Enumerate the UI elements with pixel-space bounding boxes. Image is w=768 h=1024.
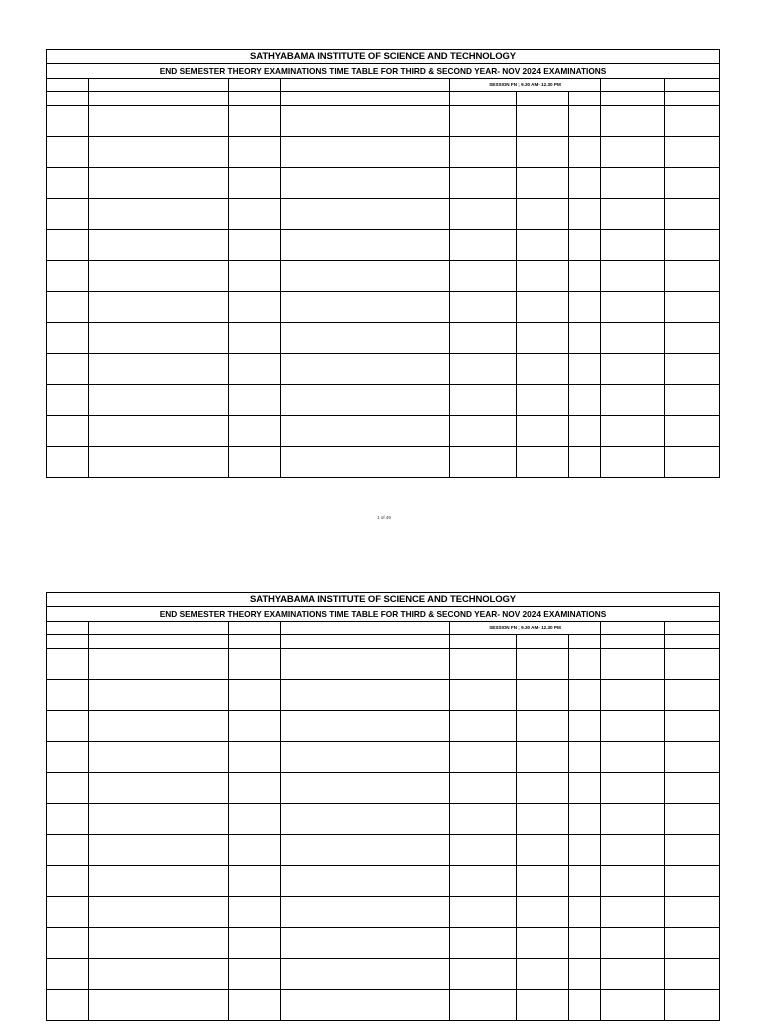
table-cell (450, 680, 517, 711)
table-cell (281, 649, 450, 680)
table-cell (47, 990, 89, 1021)
table-cell (665, 416, 720, 447)
table-cell (450, 866, 517, 897)
table-cell (47, 199, 89, 230)
table-cell (281, 680, 450, 711)
table-cell (450, 928, 517, 959)
table-cell (450, 323, 517, 354)
table-cell (281, 106, 450, 137)
table-cell (450, 447, 517, 478)
table-cell (450, 959, 517, 990)
blank-cell (281, 635, 450, 649)
table-cell (601, 354, 665, 385)
table-cell (601, 990, 665, 1021)
table-cell (665, 680, 720, 711)
table-cell (47, 928, 89, 959)
table-row (47, 742, 720, 773)
table-cell (89, 866, 229, 897)
timetable-table (46, 49, 720, 478)
table-cell (665, 323, 720, 354)
table-cell (47, 137, 89, 168)
table-cell (601, 804, 665, 835)
table-cell (281, 959, 450, 990)
table-cell (569, 711, 601, 742)
table-cell (281, 168, 450, 199)
table-row (47, 447, 720, 478)
table-cell (601, 230, 665, 261)
table-cell (517, 292, 569, 323)
table-cell (229, 385, 281, 416)
table-cell (229, 990, 281, 1021)
table-cell (569, 742, 601, 773)
table-cell (569, 199, 601, 230)
table-cell (569, 866, 601, 897)
table-cell (229, 649, 281, 680)
table-cell (601, 199, 665, 230)
table-cell (281, 773, 450, 804)
table-cell (601, 866, 665, 897)
table-cell (281, 199, 450, 230)
table-cell (601, 649, 665, 680)
table-cell (450, 261, 517, 292)
table-cell (569, 897, 601, 928)
table-cell (665, 773, 720, 804)
table-cell (229, 680, 281, 711)
table-cell (47, 385, 89, 416)
table-cell (517, 804, 569, 835)
table-cell (517, 106, 569, 137)
table-row (47, 804, 720, 835)
table-cell (665, 711, 720, 742)
table-cell (47, 897, 89, 928)
table-cell (569, 385, 601, 416)
table-cell (47, 773, 89, 804)
table-cell (665, 990, 720, 1021)
table-cell (281, 292, 450, 323)
table-cell (47, 959, 89, 990)
table-cell (89, 199, 229, 230)
table-cell (450, 230, 517, 261)
table-cell (569, 416, 601, 447)
blank-cell (229, 635, 281, 649)
blank-cell (665, 622, 720, 635)
table-cell (665, 928, 720, 959)
blank-cell (450, 92, 517, 106)
table-cell (665, 354, 720, 385)
institute-title: SATHYABAMA INSTITUTE OF SCIENCE AND TECHNOLOGY (47, 593, 720, 607)
table-cell (89, 416, 229, 447)
table-cell (281, 711, 450, 742)
table-cell (47, 292, 89, 323)
table-row (47, 866, 720, 897)
table-cell (450, 385, 517, 416)
table-cell (601, 292, 665, 323)
table-cell (229, 261, 281, 292)
table-cell (281, 137, 450, 168)
table-cell (229, 106, 281, 137)
table-cell (89, 835, 229, 866)
table-row (47, 680, 720, 711)
timetable-subtitle: END SEMESTER THEORY EXAMINATIONS TIME TABLE FOR THIRD & SECOND YEAR- NOV 2024 EXAMINATIONS (47, 64, 720, 79)
table-cell (665, 385, 720, 416)
table-cell (601, 711, 665, 742)
table-cell (517, 199, 569, 230)
table-cell (281, 354, 450, 385)
table-cell (569, 990, 601, 1021)
table-cell (665, 804, 720, 835)
table-cell (229, 168, 281, 199)
blank-cell (517, 635, 569, 649)
table-row (47, 323, 720, 354)
table-cell (281, 230, 450, 261)
table-cell (229, 323, 281, 354)
table-cell (47, 323, 89, 354)
table-cell (450, 137, 517, 168)
table-cell (517, 323, 569, 354)
table-cell (601, 323, 665, 354)
blank-cell (47, 635, 89, 649)
table-cell (665, 106, 720, 137)
table-cell (569, 292, 601, 323)
table-cell (569, 137, 601, 168)
table-row (47, 835, 720, 866)
table-row (47, 354, 720, 385)
table-row (47, 168, 720, 199)
table-cell (569, 168, 601, 199)
blank-cell (229, 79, 281, 92)
table-cell (601, 106, 665, 137)
session-label: SESSION FN ; 9.30 AM- 12.30 PM (450, 622, 601, 635)
table-cell (450, 711, 517, 742)
table-cell (517, 680, 569, 711)
institute-title: SATHYABAMA INSTITUTE OF SCIENCE AND TECHNOLOGY (47, 50, 720, 64)
table-cell (89, 230, 229, 261)
blank-cell (281, 92, 450, 106)
table-cell (281, 416, 450, 447)
table-cell (450, 199, 517, 230)
table-cell (281, 804, 450, 835)
table-row (47, 711, 720, 742)
table-cell (569, 230, 601, 261)
table-cell (601, 168, 665, 199)
table-cell (229, 928, 281, 959)
table-row (47, 137, 720, 168)
table-cell (665, 199, 720, 230)
table-cell (47, 680, 89, 711)
table-cell (89, 168, 229, 199)
table-cell (601, 137, 665, 168)
table-cell (665, 230, 720, 261)
table-cell (47, 354, 89, 385)
table-cell (229, 866, 281, 897)
table-cell (89, 354, 229, 385)
blank-cell (517, 92, 569, 106)
table-cell (665, 447, 720, 478)
table-cell (281, 261, 450, 292)
table-cell (450, 416, 517, 447)
table-cell (665, 897, 720, 928)
table-cell (229, 137, 281, 168)
table-cell (601, 385, 665, 416)
table-cell (89, 990, 229, 1021)
timetable-table (46, 592, 720, 1021)
table-cell (665, 137, 720, 168)
table-cell (601, 447, 665, 478)
blank-cell (89, 622, 229, 635)
blank-cell (47, 79, 89, 92)
table-cell (89, 261, 229, 292)
table-cell (229, 711, 281, 742)
table-cell (229, 773, 281, 804)
table-cell (89, 711, 229, 742)
table-row (47, 261, 720, 292)
table-row (47, 928, 720, 959)
session-label: SESSION FN ; 9.30 AM- 12.30 PM (450, 79, 601, 92)
table-cell (601, 897, 665, 928)
table-cell (569, 106, 601, 137)
blank-cell (47, 92, 89, 106)
table-row (47, 199, 720, 230)
table-cell (281, 835, 450, 866)
table-row (47, 292, 720, 323)
table-cell (229, 447, 281, 478)
table-cell (47, 261, 89, 292)
table-row (47, 649, 720, 680)
table-cell (281, 742, 450, 773)
table-row (47, 385, 720, 416)
table-cell (665, 742, 720, 773)
table-cell (89, 680, 229, 711)
table-cell (281, 447, 450, 478)
table-cell (517, 990, 569, 1021)
blank-cell (89, 79, 229, 92)
table-cell (665, 261, 720, 292)
table-cell (89, 447, 229, 478)
blank-cell (281, 622, 450, 635)
table-cell (229, 835, 281, 866)
table-cell (517, 261, 569, 292)
blank-cell (450, 635, 517, 649)
table-cell (569, 804, 601, 835)
table-cell (517, 711, 569, 742)
table-cell (601, 959, 665, 990)
table-cell (229, 199, 281, 230)
table-cell (47, 416, 89, 447)
table-cell (569, 680, 601, 711)
table-cell (47, 804, 89, 835)
blank-cell (601, 635, 665, 649)
table-cell (450, 649, 517, 680)
blank-cell (601, 79, 665, 92)
table-cell (517, 928, 569, 959)
table-cell (281, 385, 450, 416)
table-cell (569, 773, 601, 804)
timetable-sheet-1 (46, 49, 719, 478)
blank-cell (601, 92, 665, 106)
table-cell (281, 928, 450, 959)
table-row (47, 959, 720, 990)
table-cell (665, 168, 720, 199)
blank-cell (665, 635, 720, 649)
table-cell (665, 649, 720, 680)
table-row (47, 990, 720, 1021)
table-cell (450, 897, 517, 928)
table-cell (517, 168, 569, 199)
table-cell (89, 773, 229, 804)
table-cell (601, 416, 665, 447)
table-cell (47, 866, 89, 897)
table-cell (89, 742, 229, 773)
table-cell (229, 742, 281, 773)
table-cell (229, 897, 281, 928)
table-cell (229, 292, 281, 323)
table-cell (569, 959, 601, 990)
table-cell (517, 773, 569, 804)
blank-cell (281, 79, 450, 92)
table-cell (569, 447, 601, 478)
table-cell (89, 897, 229, 928)
table-cell (601, 835, 665, 866)
table-row (47, 106, 720, 137)
timetable-subtitle: END SEMESTER THEORY EXAMINATIONS TIME TABLE FOR THIRD & SECOND YEAR- NOV 2024 EXAMINATIONS (47, 607, 720, 622)
table-cell (517, 416, 569, 447)
table-cell (450, 106, 517, 137)
table-cell (89, 928, 229, 959)
table-cell (47, 230, 89, 261)
table-cell (665, 835, 720, 866)
table-cell (89, 649, 229, 680)
blank-cell (229, 92, 281, 106)
table-cell (450, 990, 517, 1021)
table-cell (601, 261, 665, 292)
table-cell (281, 866, 450, 897)
blank-cell (569, 635, 601, 649)
table-cell (569, 323, 601, 354)
table-cell (569, 835, 601, 866)
table-cell (229, 354, 281, 385)
table-cell (89, 292, 229, 323)
table-cell (47, 168, 89, 199)
table-cell (229, 959, 281, 990)
blank-cell (665, 92, 720, 106)
table-cell (665, 959, 720, 990)
table-cell (450, 773, 517, 804)
blank-cell (89, 92, 229, 106)
table-cell (47, 835, 89, 866)
table-cell (47, 447, 89, 478)
table-cell (89, 137, 229, 168)
table-row (47, 230, 720, 261)
table-cell (601, 680, 665, 711)
table-cell (601, 742, 665, 773)
table-cell (281, 323, 450, 354)
table-cell (569, 261, 601, 292)
table-cell (229, 230, 281, 261)
table-cell (517, 866, 569, 897)
blank-cell (569, 92, 601, 106)
table-cell (517, 649, 569, 680)
table-cell (281, 897, 450, 928)
table-cell (47, 649, 89, 680)
table-cell (89, 385, 229, 416)
table-cell (229, 804, 281, 835)
table-row (47, 416, 720, 447)
table-cell (601, 928, 665, 959)
table-cell (47, 742, 89, 773)
table-cell (517, 835, 569, 866)
table-row (47, 773, 720, 804)
table-cell (450, 168, 517, 199)
table-cell (517, 897, 569, 928)
table-cell (450, 742, 517, 773)
table-cell (450, 292, 517, 323)
table-cell (450, 804, 517, 835)
table-cell (569, 354, 601, 385)
table-cell (281, 990, 450, 1021)
table-cell (517, 447, 569, 478)
table-cell (601, 773, 665, 804)
blank-cell (229, 622, 281, 635)
table-cell (665, 866, 720, 897)
table-cell (517, 385, 569, 416)
table-cell (517, 230, 569, 261)
table-cell (665, 292, 720, 323)
blank-cell (89, 635, 229, 649)
table-cell (450, 354, 517, 385)
blank-cell (665, 79, 720, 92)
table-cell (450, 835, 517, 866)
table-cell (47, 106, 89, 137)
table-cell (517, 742, 569, 773)
table-cell (229, 416, 281, 447)
table-cell (89, 106, 229, 137)
table-cell (517, 959, 569, 990)
table-cell (89, 804, 229, 835)
blank-cell (601, 622, 665, 635)
page-number: 1 of 49 (377, 515, 391, 520)
table-cell (89, 959, 229, 990)
table-cell (517, 354, 569, 385)
table-cell (517, 137, 569, 168)
table-cell (47, 711, 89, 742)
table-cell (89, 323, 229, 354)
timetable-sheet-2 (46, 592, 719, 1021)
table-cell (569, 649, 601, 680)
table-cell (569, 928, 601, 959)
blank-cell (47, 622, 89, 635)
table-row (47, 897, 720, 928)
